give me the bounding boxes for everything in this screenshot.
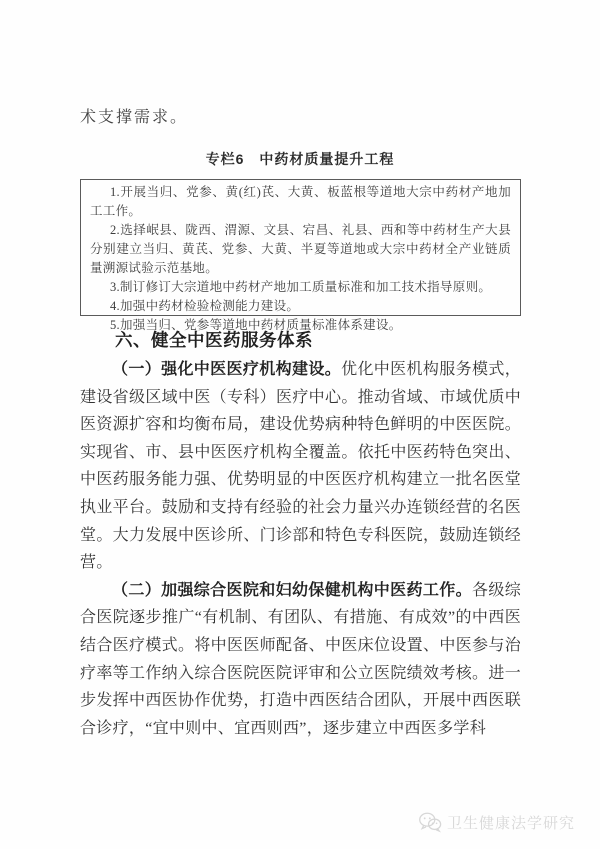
watermark-text: 卫生健康法学研究 <box>446 814 575 832</box>
box-item-5: 5.加强当归、党参等道地中药材质量标准体系建设。 <box>110 318 402 332</box>
paragraph-2-lead: （二）加强综合医院和妇幼保健机构中医药工作。 <box>112 581 472 599</box>
box-item-2: 2.选择岷县、陇西、渭源、文县、宕昌、礼县、西和等中药材生产大县分别建立当归、黄芪、党参、大黄、半夏等道地或大宗中药材全产业链质量溯源试验示范基地。 <box>90 223 511 275</box>
wechat-icon <box>418 811 442 833</box>
watermark <box>418 811 575 833</box>
paragraph-2 <box>80 577 521 743</box>
box-title: 专栏6 中药材质量提升工程 <box>205 151 395 167</box>
paragraph-1-lead: （一）强化中医医疗机构建设。 <box>112 361 342 378</box>
intro-text: 术支撑需求。 <box>80 109 189 126</box>
box-item-4: 4.加强中药材检验检测能力建设。 <box>110 299 300 313</box>
paragraph-2-body: 各级综合医院逐步推广“有机制、有团队、有措施、有成效”的中西医结合医疗模式。将中医医师配备、中医床位设置、中医参与治疗率等工作纳入综合医院医院评审和公立医院绩效考核。进一步发挥中西医协作优势，打造中西医结合团队，开展中西医联合诊疗，“宜中则中、宜西则西”，逐步建立中西医多学科 <box>80 581 521 737</box>
box-item-1: 1.开展当归、党参、黄(红)芪、大黄、板蓝根等道地大宗中药材产地加工工作。 <box>90 185 511 218</box>
paragraph-1-body: 优化中医机构服务模式，建设省级区域中医（专科）医疗中心。推动省域、市域优质中医资源扩容和均衡布局，建设优势病种特色鲜明的中医医院。实现省、市、县中医医疗机构全覆盖。依托中医药特色突出、中医药服务能力强、优势明显的中医医疗机构建立一批名医堂执业平台。鼓励和支持有经验的社会力量兴办连锁经营的名医堂。大力发展中医诊所、门诊部和特色专科医院，鼓励连锁经营。 <box>80 361 521 572</box>
callout-box <box>80 179 521 332</box>
paragraph-1 <box>80 356 521 577</box>
section-heading: 六、健全中医药服务体系 <box>115 330 313 350</box>
box-item-3: 3.制订修订大宗道地中药材产地加工质量标准和加工技术指导原则。 <box>110 280 492 294</box>
body-text <box>80 356 521 742</box>
